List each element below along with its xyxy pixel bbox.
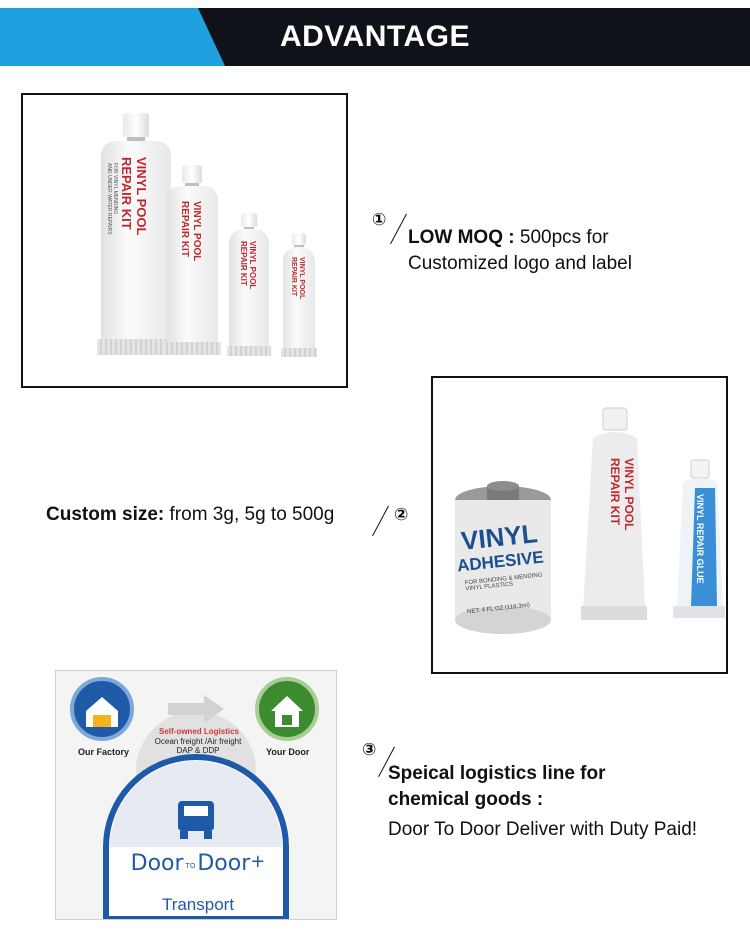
tube-brand-text: VINYL POOL	[134, 157, 149, 236]
tube-brand-text: REPAIR KIT	[179, 201, 190, 257]
feature-value-moq: 500pcs for	[519, 227, 609, 248]
factory-label: Our Factory	[78, 747, 130, 757]
feature-number-1: ①	[372, 210, 387, 229]
divider-slash-1	[390, 214, 407, 245]
product-photo-tubes	[21, 93, 348, 388]
can-brand-vinyl: VINYL	[459, 518, 539, 556]
page-title: ADVANTAGE	[279, 20, 471, 53]
transport-label: Transport	[161, 895, 235, 914]
feature-line-customized: Customized logo and label	[408, 253, 632, 274]
blue-tube-brand-text: VINYL REPAIR GLUE	[695, 494, 705, 584]
tube-brand-text: REPAIR KIT	[290, 257, 297, 297]
can-volume-text: NET: 4 FL OZ (118.3ml)	[466, 602, 531, 616]
feature-line-door: Door To Door Deliver with Duty Paid!	[388, 819, 698, 840]
tube-brand-text: VINYL POOL	[191, 201, 202, 262]
can-sub-text: FOR BONDING & MENDING VINYL PLASTICS	[464, 572, 543, 593]
feature-text-1	[408, 225, 748, 277]
feature-line-logistics: Speical logistics line for	[388, 763, 606, 784]
plus-sign: +	[250, 851, 266, 872]
tube-brand-text: REPAIR KIT	[119, 157, 134, 230]
feature-number-2: ②	[394, 505, 409, 524]
tube-brand-text: VINYL POOL	[622, 458, 636, 531]
your-door-label: Your Door	[266, 747, 310, 757]
feature-line-chemical: chemical goods :	[388, 789, 544, 810]
logistics-illustration	[55, 670, 337, 920]
tube-sub-text: AND UNDER WATER REPAIRS	[106, 163, 112, 235]
tube-brand-text: VINYL POOL	[248, 241, 257, 290]
tube-sub-text: FOR VINYL MENDING	[112, 163, 118, 215]
tube-brand-text: REPAIR KIT	[239, 241, 248, 286]
feature-text-2	[46, 502, 376, 528]
door-to-door-logo	[128, 851, 268, 876]
door-word-1: Door	[130, 851, 184, 876]
feature-value-size: from 3g, 5g to 500g	[169, 504, 335, 525]
logistics-title: Self-owned Logistics	[158, 727, 239, 736]
door-word-2: Door	[197, 851, 251, 876]
header-banner	[0, 0, 750, 66]
tube-smallest	[281, 233, 317, 358]
logistics-line-2: DAP & DDP	[176, 746, 220, 755]
feature-label-size: Custom size:	[46, 504, 165, 525]
feature-label-moq: LOW MOQ :	[408, 227, 515, 248]
door-to-word: TO	[185, 861, 196, 870]
feature-number-3: ③	[362, 740, 377, 759]
logistics-graphics	[56, 671, 336, 919]
tube-brand-text: VINYL POOL	[298, 257, 305, 300]
tube-medium	[163, 165, 221, 357]
logistics-line-1: Ocean freight /Air freight	[154, 737, 242, 746]
can-brand-adhesive: ADHESIVE	[456, 547, 545, 576]
tube-small	[227, 213, 271, 358]
product-photo-adhesive	[431, 376, 728, 674]
feature-text-3	[388, 761, 748, 843]
tube-brand-text: REPAIR KIT	[608, 458, 622, 526]
